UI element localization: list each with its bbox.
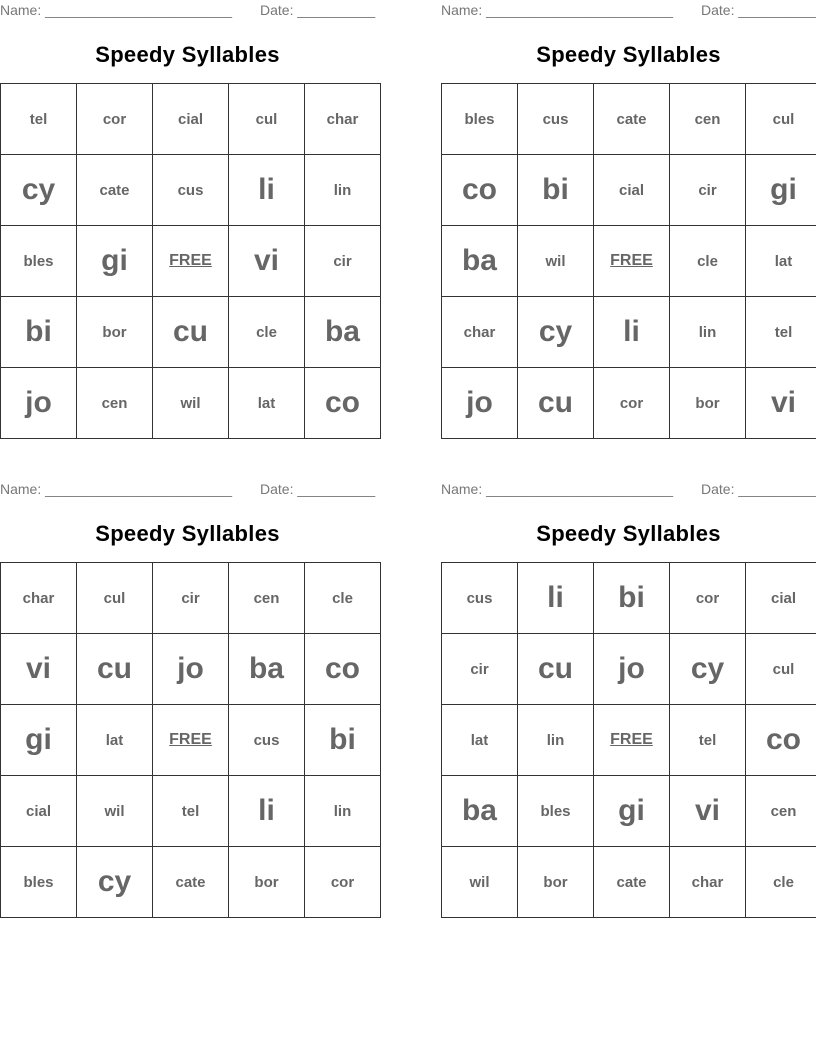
syllable-cell: bor [229,847,305,918]
syllable-cell: cen [670,84,746,155]
free-space-cell: FREE [153,226,229,297]
syllable-cell: bor [670,368,746,439]
grid-row [1,155,381,226]
grid-row [1,563,381,634]
syllable-cell: co [442,155,518,226]
syllable-cell: char [1,563,77,634]
syllable-cell: cu [518,634,594,705]
syllable-cell: tel [153,776,229,847]
bingo-grid [0,83,381,439]
syllable-cell: vi [670,776,746,847]
grid-row [1,368,381,439]
syllable-cell: bles [442,84,518,155]
grid-row [442,776,816,847]
syllable-cell: wil [77,776,153,847]
syllable-cell: li [594,297,670,368]
syllable-cell: cor [305,847,381,918]
syllable-cell: cus [442,563,518,634]
card-title: Speedy Syllables [95,521,280,546]
syllable-cell: cul [77,563,153,634]
card-header [0,0,375,20]
syllable-cell: cy [1,155,77,226]
syllable-cell: wil [442,847,518,918]
card-header [441,0,816,20]
card-title: Speedy Syllables [95,42,280,67]
syllable-cell: bor [518,847,594,918]
syllable-cell: jo [1,368,77,439]
name-field-label: Name: ________________________ [0,481,232,497]
syllable-cell: cen [746,776,816,847]
grid-row [442,634,816,705]
bingo-card-2 [441,0,816,434]
syllable-cell: gi [77,226,153,297]
syllable-cell: char [305,84,381,155]
syllable-cell: li [229,776,305,847]
syllable-cell: cate [77,155,153,226]
syllable-cell: bles [1,847,77,918]
card-title: Speedy Syllables [536,521,721,546]
bingo-grid [0,562,381,918]
syllable-cell: cir [153,563,229,634]
syllable-cell: cus [518,84,594,155]
syllable-cell: cate [153,847,229,918]
grid-row [442,563,816,634]
date-field-label: Date: __________ [260,481,376,497]
free-space-cell: FREE [153,705,229,776]
syllable-cell: cor [77,84,153,155]
syllable-cell: wil [153,368,229,439]
syllable-cell: ba [229,634,305,705]
card-header [441,479,816,499]
syllable-cell: bi [594,563,670,634]
syllable-cell: bi [518,155,594,226]
bingo-grid [441,83,816,439]
syllable-cell: lin [670,297,746,368]
syllable-cell: cul [746,84,816,155]
syllable-cell: cu [518,368,594,439]
syllable-cell: li [518,563,594,634]
syllable-cell: cle [305,563,381,634]
syllable-cell: cle [670,226,746,297]
syllable-cell: vi [1,634,77,705]
syllable-cell: lat [746,226,816,297]
syllable-cell: lin [305,776,381,847]
syllable-cell: cus [153,155,229,226]
syllable-cell: gi [1,705,77,776]
syllable-cell: vi [746,368,816,439]
syllable-cell: bi [1,297,77,368]
syllable-cell: char [670,847,746,918]
syllable-cell: cle [746,847,816,918]
name-field-label: Name: ________________________ [441,2,673,18]
grid-row [442,368,816,439]
free-space-cell: FREE [594,705,670,776]
syllable-cell: cir [305,226,381,297]
syllable-cell: cor [670,563,746,634]
syllable-cell: cen [229,563,305,634]
bingo-grid [441,562,816,918]
syllable-cell: cial [153,84,229,155]
grid-row [442,226,816,297]
syllable-cell: cu [77,634,153,705]
syllable-cell: cy [670,634,746,705]
syllable-cell: co [746,705,816,776]
syllable-cell: cul [229,84,305,155]
syllable-cell: cor [594,368,670,439]
bingo-card-1 [0,0,375,434]
syllable-cell: tel [1,84,77,155]
syllable-cell: jo [594,634,670,705]
grid-row [442,705,816,776]
syllable-cell: cy [518,297,594,368]
syllable-cell: cul [746,634,816,705]
bingo-card-3 [0,479,375,913]
syllable-cell: co [305,368,381,439]
syllable-cell: bles [1,226,77,297]
syllable-cell: lin [305,155,381,226]
bingo-card-4 [441,479,816,913]
grid-row [1,226,381,297]
syllable-cell: cial [1,776,77,847]
syllable-cell: co [305,634,381,705]
syllable-cell: char [442,297,518,368]
syllable-cell: cial [746,563,816,634]
syllable-cell: cen [77,368,153,439]
grid-row [442,847,816,918]
name-field-label: Name: ________________________ [441,481,673,497]
syllable-cell: bles [518,776,594,847]
syllable-cell: li [229,155,305,226]
syllable-cell: lat [77,705,153,776]
syllable-cell: cu [153,297,229,368]
syllable-cell: tel [746,297,816,368]
syllable-cell: cy [77,847,153,918]
syllable-cell: cate [594,847,670,918]
syllable-cell: lat [229,368,305,439]
syllable-cell: gi [594,776,670,847]
syllable-cell: bor [77,297,153,368]
syllable-cell: cle [229,297,305,368]
date-field-label: Date: __________ [701,2,816,18]
syllable-cell: bi [305,705,381,776]
name-field-label: Name: ________________________ [0,2,232,18]
grid-row [1,297,381,368]
grid-row [1,776,381,847]
free-space-cell: FREE [594,226,670,297]
syllable-cell: gi [746,155,816,226]
syllable-cell: lat [442,705,518,776]
grid-row [1,84,381,155]
syllable-cell: cial [594,155,670,226]
grid-row [1,847,381,918]
syllable-cell: ba [305,297,381,368]
grid-row [442,155,816,226]
syllable-cell: ba [442,226,518,297]
syllable-cell: jo [153,634,229,705]
syllable-cell: lin [518,705,594,776]
grid-row [442,84,816,155]
syllable-cell: cate [594,84,670,155]
date-field-label: Date: __________ [701,481,816,497]
grid-row [1,705,381,776]
card-title: Speedy Syllables [536,42,721,67]
date-field-label: Date: __________ [260,2,376,18]
syllable-cell: cir [442,634,518,705]
syllable-cell: cus [229,705,305,776]
syllable-cell: vi [229,226,305,297]
syllable-cell: jo [442,368,518,439]
syllable-cell: ba [442,776,518,847]
syllable-cell: wil [518,226,594,297]
grid-row [1,634,381,705]
syllable-cell: cir [670,155,746,226]
syllable-cell: tel [670,705,746,776]
grid-row [442,297,816,368]
card-header [0,479,375,499]
